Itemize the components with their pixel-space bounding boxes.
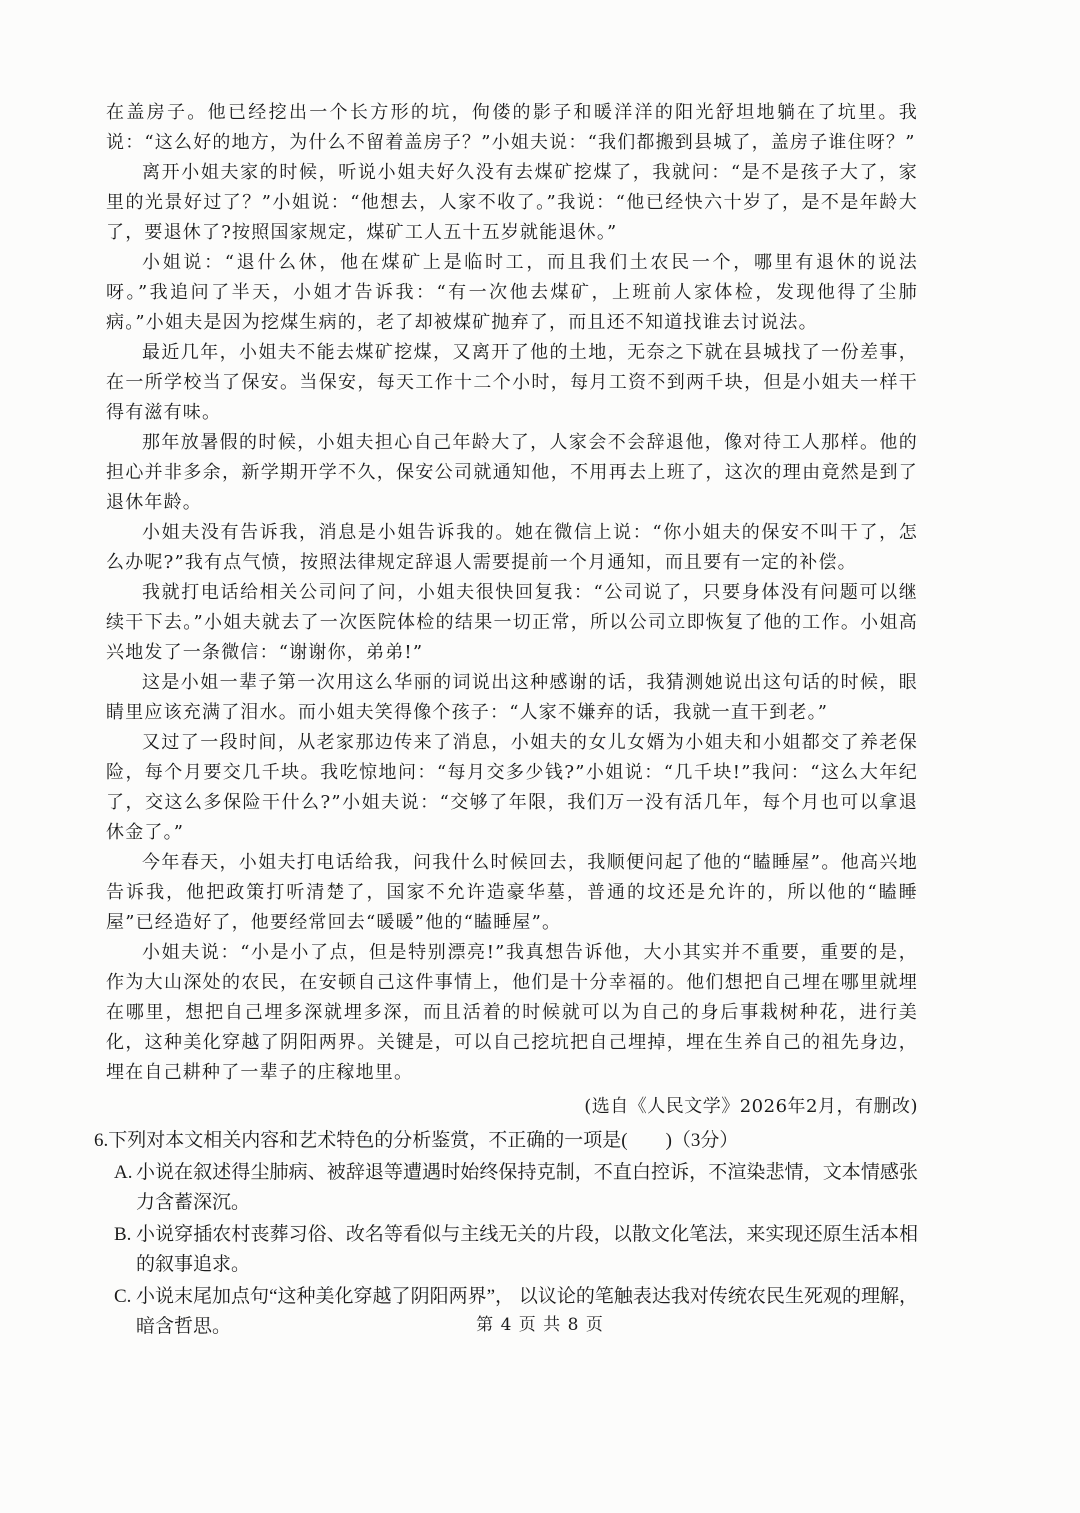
article-source: (选自《人民文学》2026年2月，有删改) [584, 1096, 918, 1117]
article-body [106, 98, 918, 1122]
article-paragraph: 在盖房子。他已经挖出一个长方形的坑，佝偻的影子和暖洋洋的阳光舒坦地躺在了坑里。我说：“这么好的地方，为什么不留着盖房子？”小姐夫说：“我们都搬到县城了，盖房子谁住呀？” [106, 102, 918, 153]
option-text: 小说穿插农村丧葬习俗、改名等看似与主线无关的片段，以散文化笔法，来实现还原生活本相的叙事追求。 [136, 1224, 918, 1275]
option-text: 小说末尾加点句“这种美化穿越了阴阳两界”， 以议论的笔触表达我对传统农民生死观的理解，暗含哲思。 [136, 1286, 918, 1337]
option-key: C. [114, 1286, 132, 1307]
article-paragraph: 我就打电话给相关公司问了问，小姐夫很快回复我：“公司说了，只要身体没有问题可以继续干下去。”小姐夫就去了一次医院体检的结果一切正常，所以公司立即恢复了他的工作。小姐高兴地发了一条微信：“谢谢你，弟弟!” [106, 582, 918, 663]
option-b [114, 1220, 918, 1280]
option-a [114, 1158, 918, 1218]
article-paragraph: 最近几年，小姐夫不能去煤矿挖煤，又离开了他的土地，无奈之下就在县城找了一份差事，在一所学校当了保安。当保安，每天工作十二个小时，每月工资不到两千块，但是小姐夫一样干得有滋有味。 [106, 342, 918, 423]
article-paragraph: 小姐夫说：“小是小了点，但是特别漂亮!”我真想告诉他，大小其实并不重要，重要的是，作为大山深处的农民，在安顿自己这件事情上，他们是十分幸福的。他们想把自己埋在哪里就埋在哪里，想把自己埋多深就埋多深，而且活着的时候就可以为自己的身后事栽树种花，进行美化，这种美化穿越了阴阳两界。关键是，可以自己挖坑把自己埋掉，埋在生养自己的祖先身边，埋在自己耕种了一辈子的庄稼地里。 [106, 942, 918, 1083]
article-paragraph: 小姐夫没有告诉我，消息是小姐告诉我的。她在微信上说：“你小姐夫的保安不叫干了，怎么办呢?”我有点气愤，按照法律规定辞退人需要提前一个月通知，而且要有一定的补偿。 [106, 522, 918, 573]
article-paragraph: 又过了一段时间，从老家那边传来了消息，小姐夫的女儿女婿为小姐夫和小姐都交了养老保险，每个月要交几千块。我吃惊地问：“每月交多少钱?”小姐说：“几千块!”我问：“这么大年纪了，交这么多保险干什么?”小姐夫说：“交够了年限，我们万一没有活几年，每个月也可以拿退休金了。” [106, 732, 918, 843]
question-stem: 6.下列对本文相关内容和艺术特色的分析鉴赏，不正确的一项是( )（3分） [94, 1130, 739, 1151]
option-key: A. [114, 1162, 133, 1183]
option-text: 小说在叙述得尘肺病、被辞退等遭遇时始终保持克制，不直白控诉，不渲染悲情，文本情感张力含蓄深沉。 [136, 1162, 918, 1213]
article-paragraph: 小姐说：“退什么休，他在煤矿上是临时工，而且我们土农民一个，哪里有退休的说法呀。”我追问了半天，小姐才告诉我：“有一次他去煤矿，上班前人家体检，发现他得了尘肺病。”小姐夫是因为挖煤生病的，老了却被煤矿抛弃了，而且还不知道找谁去讨说法。 [106, 252, 918, 333]
article-paragraph: 今年春天，小姐夫打电话给我，问我什么时候回去，我顺便问起了他的“瞌睡屋”。他高兴地告诉我，他把政策打听清楚了，国家不允许造豪华墓，普通的坟还是允许的，所以他的“瞌睡屋”已经造好了，他要经常回去“暖暖”他的“瞌睡屋”。 [106, 852, 918, 933]
option-key: B. [114, 1224, 132, 1245]
article-paragraph: 这是小姐一辈子第一次用这么华丽的词说出这种感谢的话，我猜测她说出这句话的时候，眼睛里应该充满了泪水。而小姐夫笑得像个孩子：“人家不嫌弃的话，我就一直干到老。” [106, 672, 918, 723]
article-paragraph: 离开小姐夫家的时候，听说小姐夫好久没有去煤矿挖煤了，我就问：“是不是孩子大了，家里的光景好过了？”小姐说：“他想去，人家不收了。”我说：“他已经快六十岁了，是不是年龄大了，要退休了?按照国家规定，煤矿工人五十五岁就能退休。” [106, 162, 918, 243]
article-paragraph: 那年放暑假的时候，小姐夫担心自己年龄大了，人家会不会辞退他，像对待工人那样。他的担心并非多余，新学期开学不久，保安公司就通知他，不用再去上班了，这次的理由竟然是到了退休年龄。 [106, 432, 918, 513]
page-number: 第 4 页 共 8 页 [476, 1315, 604, 1335]
page-content [94, 98, 918, 1342]
